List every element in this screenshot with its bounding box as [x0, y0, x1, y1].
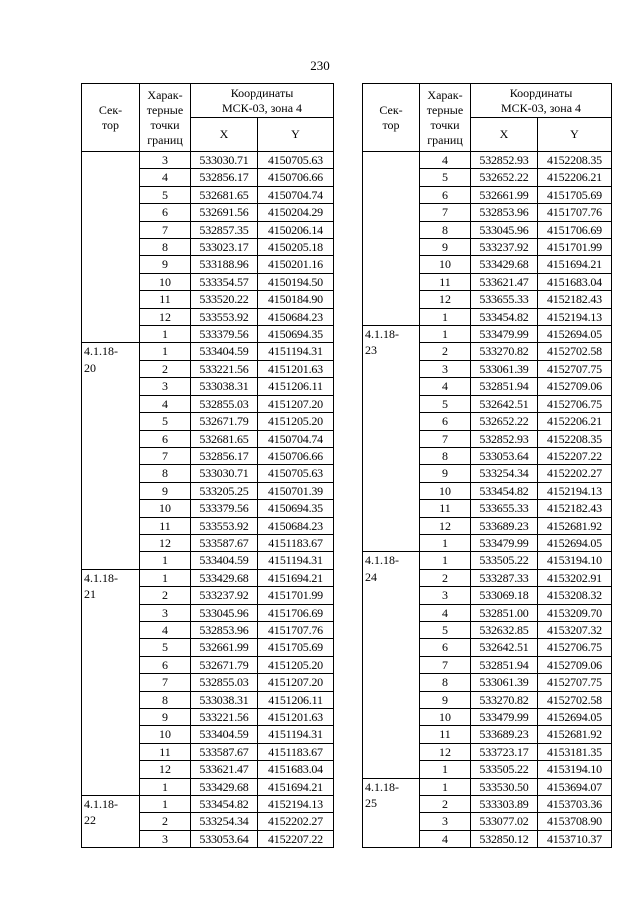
y-coordinate-cell: 4150205.18 [258, 239, 334, 256]
point-number-cell: 11 [140, 517, 191, 534]
x-coordinate-cell: 533553.92 [191, 308, 258, 325]
x-coordinate-cell: 532856.17 [191, 169, 258, 186]
y-coordinate-cell: 4151707.76 [538, 204, 612, 221]
point-number-cell: 1 [140, 569, 191, 586]
x-coordinate-cell: 532671.79 [191, 656, 258, 673]
y-coordinate-cell: 4150706.66 [258, 447, 334, 464]
y-coordinate-cell: 4151183.67 [258, 743, 334, 760]
x-coordinate-cell: 533270.82 [471, 343, 538, 360]
y-coordinate-cell: 4152702.58 [538, 691, 612, 708]
y-coordinate-cell: 4151194.31 [258, 343, 334, 360]
header-coordinates: Координаты МСК-03, зона 4 [471, 84, 612, 118]
sector-cell: 4.1.18- 20 [82, 343, 140, 569]
point-number-cell: 1 [140, 552, 191, 569]
y-coordinate-cell: 4153202.91 [538, 569, 612, 586]
x-coordinate-cell: 532852.93 [471, 152, 538, 169]
y-coordinate-cell: 4150704.74 [258, 430, 334, 447]
x-coordinate-cell: 533621.47 [471, 273, 538, 290]
x-coordinate-cell: 532632.85 [471, 621, 538, 638]
table-row [363, 552, 612, 569]
point-number-cell: 12 [140, 308, 191, 325]
point-number-cell: 9 [420, 465, 471, 482]
x-coordinate-cell: 532856.17 [191, 447, 258, 464]
x-coordinate-cell: 532652.22 [471, 413, 538, 430]
y-coordinate-cell: 4153181.35 [538, 743, 612, 760]
sector-cell [363, 152, 420, 326]
point-number-cell: 11 [140, 291, 191, 308]
x-coordinate-cell: 533530.50 [471, 778, 538, 795]
x-coordinate-cell: 533429.68 [471, 256, 538, 273]
point-number-cell: 3 [420, 587, 471, 604]
point-number-cell: 2 [420, 343, 471, 360]
point-number-cell: 9 [420, 239, 471, 256]
x-coordinate-cell: 533287.33 [471, 569, 538, 586]
y-coordinate-cell: 4151701.99 [538, 239, 612, 256]
point-number-cell: 6 [420, 639, 471, 656]
point-number-cell: 1 [140, 796, 191, 813]
y-coordinate-cell: 4150204.29 [258, 204, 334, 221]
header-x: X [191, 118, 258, 152]
x-coordinate-cell: 532661.99 [471, 186, 538, 203]
point-number-cell: 11 [420, 500, 471, 517]
x-coordinate-cell: 533221.56 [191, 360, 258, 377]
point-number-cell: 3 [140, 604, 191, 621]
point-number-cell: 9 [140, 709, 191, 726]
point-number-cell: 10 [420, 709, 471, 726]
point-number-cell: 8 [140, 691, 191, 708]
x-coordinate-cell: 533689.23 [471, 726, 538, 743]
x-coordinate-cell: 532691.56 [191, 204, 258, 221]
header-coordinates: Координаты МСК-03, зона 4 [191, 84, 334, 118]
point-number-cell: 2 [140, 813, 191, 830]
x-coordinate-cell: 533254.34 [471, 465, 538, 482]
point-number-cell: 1 [140, 778, 191, 795]
point-number-cell: 12 [420, 743, 471, 760]
x-coordinate-cell: 533429.68 [191, 569, 258, 586]
x-coordinate-cell: 533030.71 [191, 465, 258, 482]
point-number-cell: 1 [420, 326, 471, 343]
y-coordinate-cell: 4150684.23 [258, 517, 334, 534]
x-coordinate-cell: 533587.67 [191, 743, 258, 760]
point-number-cell: 5 [140, 413, 191, 430]
y-coordinate-cell: 4150206.14 [258, 221, 334, 238]
header-y: Y [258, 118, 334, 152]
y-coordinate-cell: 4152194.13 [538, 482, 612, 499]
y-coordinate-cell: 4152707.75 [538, 360, 612, 377]
x-coordinate-cell: 533023.17 [191, 239, 258, 256]
sector-cell [82, 152, 140, 343]
y-coordinate-cell: 4150705.63 [258, 465, 334, 482]
x-coordinate-cell: 533479.99 [471, 326, 538, 343]
point-number-cell: 1 [420, 308, 471, 325]
point-number-cell: 2 [140, 360, 191, 377]
y-coordinate-cell: 4151207.20 [258, 674, 334, 691]
point-number-cell: 4 [420, 604, 471, 621]
x-coordinate-cell: 532852.93 [471, 430, 538, 447]
point-number-cell: 7 [420, 204, 471, 221]
y-coordinate-cell: 4150694.35 [258, 500, 334, 517]
point-number-cell: 4 [420, 830, 471, 847]
y-coordinate-cell: 4150704.74 [258, 186, 334, 203]
sector-cell: 4.1.18- 21 [82, 569, 140, 795]
y-coordinate-cell: 4153194.10 [538, 552, 612, 569]
x-coordinate-cell: 533077.02 [471, 813, 538, 830]
header-sector: Сек- тор [82, 84, 140, 152]
point-number-cell: 4 [140, 169, 191, 186]
y-coordinate-cell: 4153710.37 [538, 830, 612, 847]
y-coordinate-cell: 4151706.69 [258, 604, 334, 621]
x-coordinate-cell: 533404.59 [191, 343, 258, 360]
y-coordinate-cell: 4152702.58 [538, 343, 612, 360]
x-coordinate-cell: 533454.82 [191, 796, 258, 813]
y-coordinate-cell: 4152681.92 [538, 726, 612, 743]
y-coordinate-cell: 4152194.13 [538, 308, 612, 325]
y-coordinate-cell: 4150684.23 [258, 308, 334, 325]
y-coordinate-cell: 4151683.04 [258, 761, 334, 778]
y-coordinate-cell: 4152694.05 [538, 326, 612, 343]
point-number-cell: 1 [420, 534, 471, 551]
point-number-cell: 2 [420, 796, 471, 813]
table-row [363, 326, 612, 343]
point-number-cell: 12 [140, 761, 191, 778]
x-coordinate-cell: 533689.23 [471, 517, 538, 534]
coordinates-table-left [81, 83, 334, 848]
y-coordinate-cell: 4150701.39 [258, 482, 334, 499]
header-y: Y [538, 118, 612, 152]
header-x: X [471, 118, 538, 152]
coordinates-table-right [362, 83, 612, 848]
point-number-cell: 3 [420, 360, 471, 377]
point-number-cell: 5 [420, 621, 471, 638]
x-coordinate-cell: 533723.17 [471, 743, 538, 760]
x-coordinate-cell: 533553.92 [191, 517, 258, 534]
x-coordinate-cell: 533479.99 [471, 709, 538, 726]
x-coordinate-cell: 533587.67 [191, 534, 258, 551]
table-row [363, 152, 612, 169]
y-coordinate-cell: 4153703.36 [538, 796, 612, 813]
x-coordinate-cell: 533188.96 [191, 256, 258, 273]
x-coordinate-cell: 532671.79 [191, 413, 258, 430]
y-coordinate-cell: 4151705.69 [538, 186, 612, 203]
y-coordinate-cell: 4151201.63 [258, 709, 334, 726]
y-coordinate-cell: 4151207.20 [258, 395, 334, 412]
x-coordinate-cell: 532652.22 [471, 169, 538, 186]
y-coordinate-cell: 4152694.05 [538, 534, 612, 551]
y-coordinate-cell: 4151183.67 [258, 534, 334, 551]
x-coordinate-cell: 532853.96 [191, 621, 258, 638]
header-sector: Сек- тор [363, 84, 420, 152]
header-characteristic-points: Харак- терные точки границ [420, 84, 471, 152]
x-coordinate-cell: 532851.94 [471, 378, 538, 395]
point-number-cell: 12 [140, 534, 191, 551]
point-number-cell: 7 [140, 221, 191, 238]
y-coordinate-cell: 4152182.43 [538, 500, 612, 517]
x-coordinate-cell: 533053.64 [191, 830, 258, 847]
y-coordinate-cell: 4151707.76 [258, 621, 334, 638]
point-number-cell: 10 [420, 482, 471, 499]
y-coordinate-cell: 4150201.16 [258, 256, 334, 273]
point-number-cell: 4 [420, 378, 471, 395]
x-coordinate-cell: 533520.22 [191, 291, 258, 308]
y-coordinate-cell: 4150694.35 [258, 326, 334, 343]
y-coordinate-cell: 4152207.22 [538, 447, 612, 464]
y-coordinate-cell: 4152709.06 [538, 378, 612, 395]
point-number-cell: 7 [420, 430, 471, 447]
y-coordinate-cell: 4152706.75 [538, 639, 612, 656]
sector-cell: 4.1.18- 22 [82, 796, 140, 848]
table-row [82, 796, 334, 813]
point-number-cell: 11 [140, 743, 191, 760]
point-number-cell: 1 [140, 326, 191, 343]
point-number-cell: 3 [140, 378, 191, 395]
y-coordinate-cell: 4151701.99 [258, 587, 334, 604]
x-coordinate-cell: 532851.94 [471, 656, 538, 673]
table-row [82, 569, 334, 586]
point-number-cell: 10 [140, 726, 191, 743]
sector-cell: 4.1.18- 23 [363, 326, 420, 552]
x-coordinate-cell: 533030.71 [191, 152, 258, 169]
y-coordinate-cell: 4151206.11 [258, 378, 334, 395]
point-number-cell: 9 [140, 482, 191, 499]
x-coordinate-cell: 533237.92 [471, 239, 538, 256]
x-coordinate-cell: 533237.92 [191, 587, 258, 604]
y-coordinate-cell: 4152208.35 [538, 430, 612, 447]
y-coordinate-cell: 4152207.22 [258, 830, 334, 847]
point-number-cell: 9 [140, 256, 191, 273]
y-coordinate-cell: 4152681.92 [538, 517, 612, 534]
y-coordinate-cell: 4152694.05 [538, 709, 612, 726]
x-coordinate-cell: 533454.82 [471, 308, 538, 325]
point-number-cell: 3 [140, 830, 191, 847]
y-coordinate-cell: 4151206.11 [258, 691, 334, 708]
x-coordinate-cell: 533454.82 [471, 482, 538, 499]
x-coordinate-cell: 533479.99 [471, 534, 538, 551]
y-coordinate-cell: 4152202.27 [258, 813, 334, 830]
x-coordinate-cell: 533053.64 [471, 447, 538, 464]
point-number-cell: 5 [140, 186, 191, 203]
x-coordinate-cell: 532853.96 [471, 204, 538, 221]
point-number-cell: 6 [420, 186, 471, 203]
point-number-cell: 8 [420, 221, 471, 238]
x-coordinate-cell: 532661.99 [191, 639, 258, 656]
point-number-cell: 10 [420, 256, 471, 273]
y-coordinate-cell: 4151205.20 [258, 656, 334, 673]
point-number-cell: 5 [140, 639, 191, 656]
point-number-cell: 4 [140, 621, 191, 638]
point-number-cell: 7 [140, 447, 191, 464]
point-number-cell: 8 [140, 239, 191, 256]
y-coordinate-cell: 4151705.69 [258, 639, 334, 656]
y-coordinate-cell: 4150194.50 [258, 273, 334, 290]
y-coordinate-cell: 4151706.69 [538, 221, 612, 238]
y-coordinate-cell: 4152182.43 [538, 291, 612, 308]
point-number-cell: 5 [420, 169, 471, 186]
x-coordinate-cell: 533270.82 [471, 691, 538, 708]
y-coordinate-cell: 4152709.06 [538, 656, 612, 673]
y-coordinate-cell: 4151694.21 [538, 256, 612, 273]
y-coordinate-cell: 4152208.35 [538, 152, 612, 169]
x-coordinate-cell: 533069.18 [471, 587, 538, 604]
x-coordinate-cell: 532850.12 [471, 830, 538, 847]
point-number-cell: 9 [420, 691, 471, 708]
point-number-cell: 8 [420, 674, 471, 691]
x-coordinate-cell: 533205.25 [191, 482, 258, 499]
y-coordinate-cell: 4153694.07 [538, 778, 612, 795]
y-coordinate-cell: 4153194.10 [538, 761, 612, 778]
table-row [363, 778, 612, 795]
y-coordinate-cell: 4152206.21 [538, 169, 612, 186]
y-coordinate-cell: 4153708.90 [538, 813, 612, 830]
sector-cell: 4.1.18- 24 [363, 552, 420, 778]
y-coordinate-cell: 4151194.31 [258, 552, 334, 569]
y-coordinate-cell: 4152202.27 [538, 465, 612, 482]
y-coordinate-cell: 4153208.32 [538, 587, 612, 604]
y-coordinate-cell: 4152706.75 [538, 395, 612, 412]
point-number-cell: 1 [420, 778, 471, 795]
y-coordinate-cell: 4151201.63 [258, 360, 334, 377]
x-coordinate-cell: 532642.51 [471, 395, 538, 412]
y-coordinate-cell: 4151694.21 [258, 569, 334, 586]
point-number-cell: 1 [420, 552, 471, 569]
x-coordinate-cell: 532642.51 [471, 639, 538, 656]
x-coordinate-cell: 532855.03 [191, 395, 258, 412]
x-coordinate-cell: 533505.22 [471, 761, 538, 778]
x-coordinate-cell: 532857.35 [191, 221, 258, 238]
point-number-cell: 10 [140, 273, 191, 290]
x-coordinate-cell: 533621.47 [191, 761, 258, 778]
y-coordinate-cell: 4151694.21 [258, 778, 334, 795]
y-coordinate-cell: 4152194.13 [258, 796, 334, 813]
x-coordinate-cell: 533045.96 [191, 604, 258, 621]
point-number-cell: 6 [140, 656, 191, 673]
point-number-cell: 7 [140, 674, 191, 691]
point-number-cell: 2 [140, 587, 191, 604]
x-coordinate-cell: 532681.65 [191, 430, 258, 447]
x-coordinate-cell: 533379.56 [191, 326, 258, 343]
x-coordinate-cell: 533404.59 [191, 552, 258, 569]
x-coordinate-cell: 533303.89 [471, 796, 538, 813]
point-number-cell: 8 [420, 447, 471, 464]
point-number-cell: 1 [420, 761, 471, 778]
y-coordinate-cell: 4151683.04 [538, 273, 612, 290]
y-coordinate-cell: 4153209.70 [538, 604, 612, 621]
y-coordinate-cell: 4150706.66 [258, 169, 334, 186]
x-coordinate-cell: 533254.34 [191, 813, 258, 830]
x-coordinate-cell: 533061.39 [471, 674, 538, 691]
y-coordinate-cell: 4150184.90 [258, 291, 334, 308]
x-coordinate-cell: 533655.33 [471, 291, 538, 308]
point-number-cell: 11 [420, 726, 471, 743]
x-coordinate-cell: 533038.31 [191, 378, 258, 395]
table-row [82, 343, 334, 360]
point-number-cell: 12 [420, 291, 471, 308]
x-coordinate-cell: 533404.59 [191, 726, 258, 743]
point-number-cell: 3 [420, 813, 471, 830]
x-coordinate-cell: 533061.39 [471, 360, 538, 377]
point-number-cell: 7 [420, 656, 471, 673]
point-number-cell: 6 [140, 430, 191, 447]
point-number-cell: 4 [140, 395, 191, 412]
x-coordinate-cell: 532855.03 [191, 674, 258, 691]
point-number-cell: 11 [420, 273, 471, 290]
x-coordinate-cell: 533505.22 [471, 552, 538, 569]
y-coordinate-cell: 4152707.75 [538, 674, 612, 691]
x-coordinate-cell: 533429.68 [191, 778, 258, 795]
point-number-cell: 1 [140, 343, 191, 360]
point-number-cell: 5 [420, 395, 471, 412]
page-number: 230 [310, 58, 330, 73]
y-coordinate-cell: 4153207.32 [538, 621, 612, 638]
sector-cell: 4.1.18- 25 [363, 778, 420, 848]
point-number-cell: 3 [140, 152, 191, 169]
x-coordinate-cell: 532851.00 [471, 604, 538, 621]
point-number-cell: 2 [420, 569, 471, 586]
x-coordinate-cell: 532681.65 [191, 186, 258, 203]
y-coordinate-cell: 4150705.63 [258, 152, 334, 169]
point-number-cell: 12 [420, 517, 471, 534]
point-number-cell: 6 [140, 204, 191, 221]
x-coordinate-cell: 533354.57 [191, 273, 258, 290]
point-number-cell: 8 [140, 465, 191, 482]
x-coordinate-cell: 533221.56 [191, 709, 258, 726]
point-number-cell: 10 [140, 500, 191, 517]
point-number-cell: 6 [420, 413, 471, 430]
x-coordinate-cell: 533045.96 [471, 221, 538, 238]
header-characteristic-points: Харак- терные точки границ [140, 84, 191, 152]
x-coordinate-cell: 533038.31 [191, 691, 258, 708]
y-coordinate-cell: 4152206.21 [538, 413, 612, 430]
x-coordinate-cell: 533655.33 [471, 500, 538, 517]
table-row [82, 152, 334, 169]
point-number-cell: 4 [420, 152, 471, 169]
y-coordinate-cell: 4151205.20 [258, 413, 334, 430]
x-coordinate-cell: 533379.56 [191, 500, 258, 517]
y-coordinate-cell: 4151194.31 [258, 726, 334, 743]
